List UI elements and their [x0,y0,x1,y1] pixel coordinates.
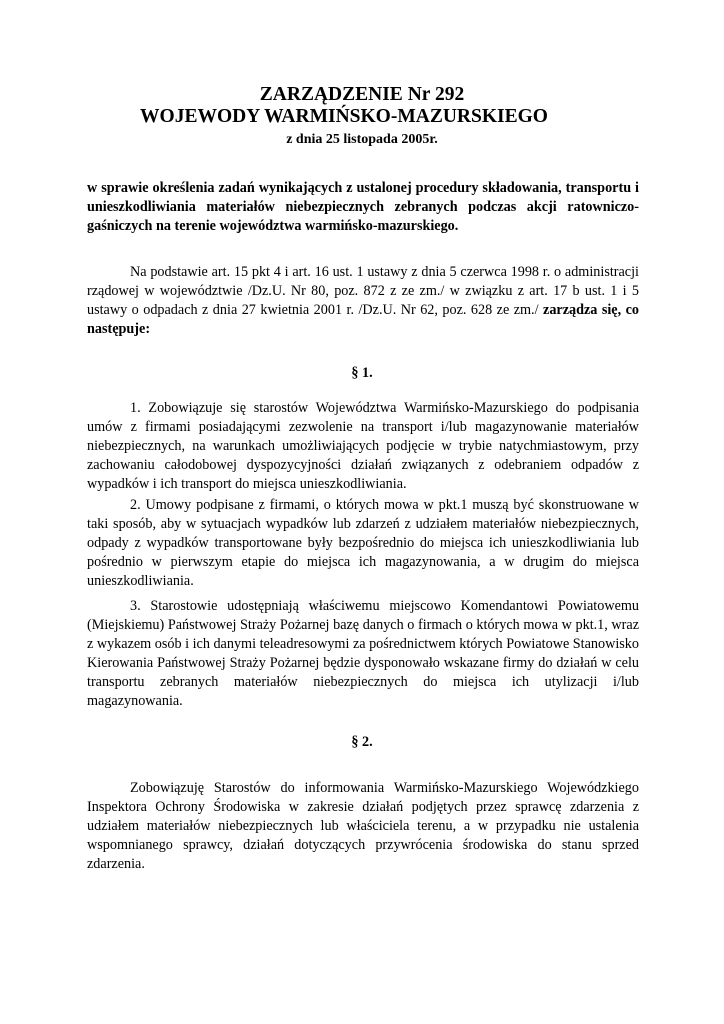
section-1-point-3 [87,597,639,711]
preamble-paragraph [87,263,639,339]
preamble-text: Na podstawie art. 15 pkt 4 i art. 16 ust. 1 ustawy z dnia 5 czerwca 1998 r. o administracji rządowej w województwie /Dz.U. Nr 80, poz. 872 z ze zm./ w związku z art. 17 b ust. 1 i 5 ustawy o odpadach z dnia 27 kwietnia 2001 r. /Dz.U. Nr 62, poz. 628 ze zm./ [87,264,639,318]
document-title: ZARZĄDZENIE Nr 292 [259,84,465,105]
section-2-heading: § 2. [351,734,373,750]
section-1-point-1 [87,399,639,494]
section-1-point-2-text: 2. Umowy podpisane z firmami, o których mowa w pkt.1 muszą być skonstruowane w taki sposób, aby w sytuacjach wypadków lub zdarzeń z udziałem materiałów niebezpiecznych, odpady z wypadków transportowane były bezpośrednio do miejsca ich unieszkodliwiania lub pośrednio w pierwszym etapie do miejsca ich magazynowania, a w drugim do miejsca unieszkodliwiania. [87,497,639,589]
preamble-bold-tail: zarządza się, co następuje: [87,302,640,337]
section-1-point-3-text: 3. Starostowie udostępniają właściwemu miejscowo Komendantowi Powiatowemu (Miejskiemu) Państwowej Straży Pożarnej bazę danych o firmach o których mowa w pkt.1, wraz z wykazem osób i ich danymi teleadresowymi za pośrednictwem których Powiatowe Stanowisko Kierowania Państwowej Straży Pożarnej będzie dysponowało wskazane firmy do działań w celu transportu zebranych materiałów niebezpiecznych do miejsca ich utylizacji i/lub magazynowania. [87,598,639,709]
document-date: z dnia 25 listopada 2005r. [286,132,438,147]
issuer-title: WOJEWODY WARMIŃSKO-MAZURSKIEGO [140,106,548,127]
section-1-point-1-text: 1. Zobowiązuje się starostów Województwa Warmińsko-Mazurskiego do podpisania umów z firmami posiadającymi zezwolenie na transport i/lub magazynowanie materiałów niebezpiecznych, na warunkach umożliwiających podjęcie w trybie natychmiastowym, przy zachowaniu całodobowej dyspozycyjności działań związanych z odebraniem odpadów z wypadków i ich transport do miejsca unieszkodliwiania. [87,400,639,492]
section-2-paragraph [87,779,639,874]
section-1-point-2 [87,496,639,591]
document-subject: w sprawie określenia zadań wynikających z ustalonej procedury składowania, transportu i unieszkodliwiania materiałów niebezpiecznych zebranych podczas akcji ratowniczo-gaśniczych na terenie województwa warmińsko-mazurskiego. [87,180,639,234]
section-2-text: Zobowiązuję Starostów do informowania Warmińsko-Mazurskiego Wojewódzkiego Inspektora Ochrony Środowiska w zakresie działań podjętych przez sprawcę zdarzenia z udziałem materiałów niebezpiecznych lub właściciela terenu, a w przypadku nie ustalenia wspomnianego sprawcy, działań dotyczących przywrócenia środowiska do stanu sprzed zdarzenia. [87,780,639,872]
section-1-heading: § 1. [351,365,373,381]
